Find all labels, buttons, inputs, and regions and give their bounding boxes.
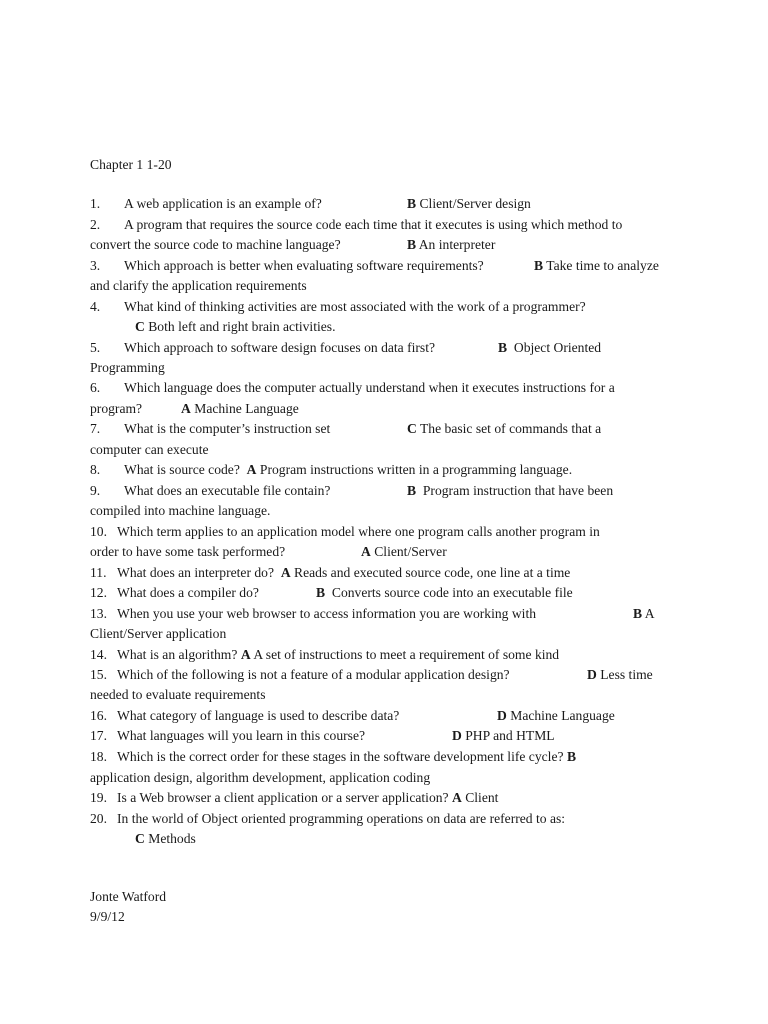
question-2-cont: convert the source code to machine language? B An interpreter [90, 237, 496, 252]
question-7: 7. What is the computer’s instruction set C The basic set of commands that a [90, 421, 602, 436]
question-15-cont: needed to evaluate requirements [90, 687, 266, 702]
question-19: 19. Is a Web browser a client application or a server application? A Client [90, 790, 499, 805]
question-15: 15. Which of the following is not a feature of a modular application design? D Less time [90, 667, 653, 682]
question-18: 18. Which is the correct order for these stages in the software development life cycle? B [90, 749, 577, 764]
question-6: 6. Which language does the computer actually understand when it executes instructions for a [90, 380, 615, 395]
question-5: 5. Which approach to software design focuses on data first? B Object Oriented [90, 340, 602, 355]
answer-letter: B [407, 196, 417, 211]
question-20-answer: C Methods [135, 831, 196, 846]
question-20: 20. In the world of Object oriented programming operations on data are referred to as: [90, 811, 566, 826]
question-3-cont: and clarify the application requirements [90, 278, 307, 293]
question-9: 9. What does an executable file contain? B Program instruction that have been [90, 483, 614, 498]
question-13-cont: Client/Server application [90, 626, 227, 641]
document-date: 9/9/12 [90, 909, 125, 924]
question-1: 1. A web application is an example of? B Client/Server design [90, 196, 531, 211]
question-8: 8. What is source code? A Program instructions written in a programming language. [90, 462, 573, 477]
question-16: 16. What category of language is used to describe data? D Machine Language [90, 708, 615, 723]
question-5-cont: Programming [90, 360, 165, 375]
question-4-answer: C Both left and right brain activities. [135, 319, 336, 334]
question-3: 3. Which approach is better when evaluating software requirements? B Take time to analyze [90, 258, 659, 273]
question-13: 13. When you use your web browser to access information you are working with B A [90, 606, 655, 621]
author-name: Jonte Watford [90, 889, 167, 904]
question-2: 2. A program that requires the source code each time that it executes is using which method to [90, 217, 623, 232]
question-10: 10. Which term applies to an application model where one program calls another program in [90, 524, 600, 539]
question-14: 14. What is an algorithm? A A set of instructions to meet a requirement of some kind [90, 647, 560, 662]
question-7-cont: computer can execute [90, 442, 209, 457]
question-6-cont: program? A Machine Language [90, 401, 299, 416]
question-11: 11. What does an interpreter do? A Reads and executed source code, one line at a time [90, 565, 571, 580]
question-4: 4. What kind of thinking activities are most associated with the work of a programmer? [90, 299, 586, 314]
question-12: 12. What does a compiler do? B Converts source code into an executable file [90, 585, 573, 600]
question-17: 17. What languages will you learn in this course? D PHP and HTML [90, 728, 555, 743]
question-18-cont: application design, algorithm development, application coding [90, 770, 431, 785]
question-10-cont: order to have some task performed? A Client/Server [90, 544, 447, 559]
document-title: Chapter 1 1-20 [90, 157, 172, 172]
question-9-cont: compiled into machine language. [90, 503, 271, 518]
